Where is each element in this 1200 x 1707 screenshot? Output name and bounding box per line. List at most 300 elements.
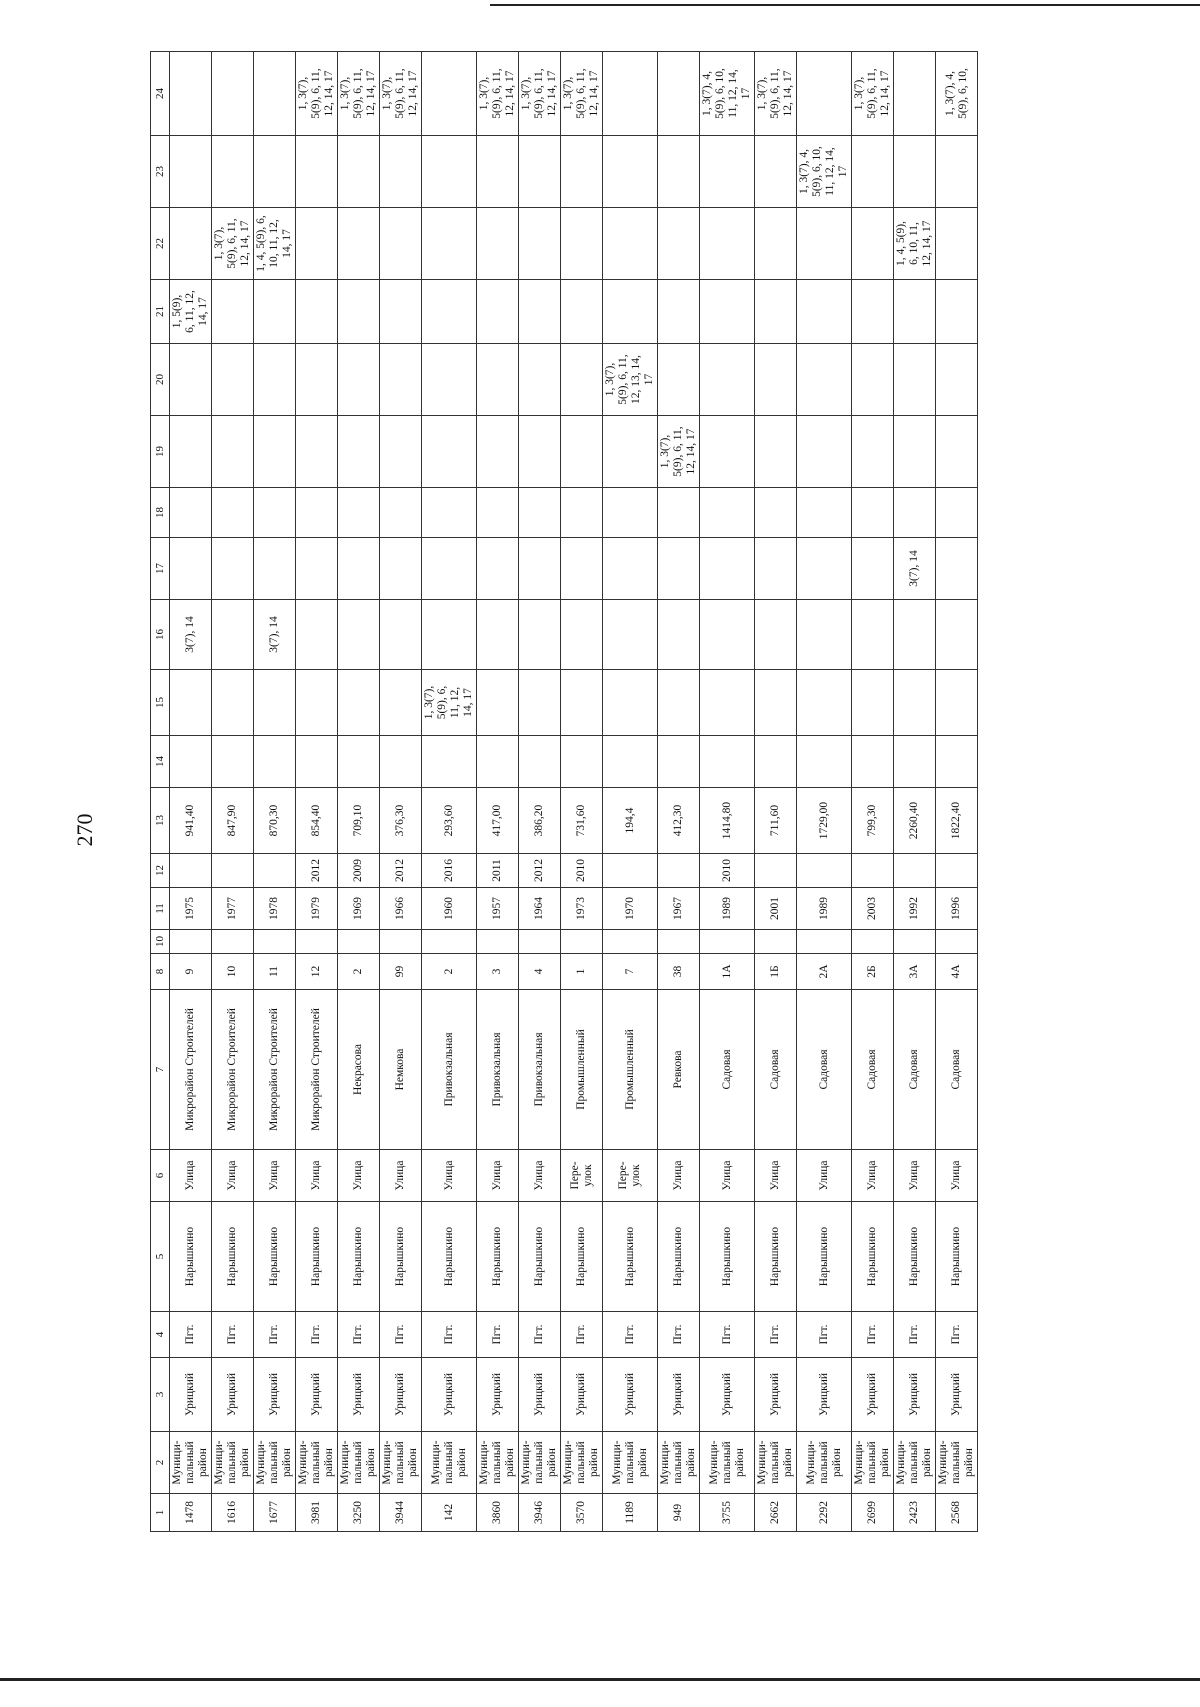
table-cell-c16	[338, 600, 380, 670]
table-cell-c2: Муници- пальный район	[519, 1432, 561, 1494]
table-cell-c5: Нарышкино	[603, 1202, 658, 1312]
table-cell-c2: Муници- пальный район	[894, 1432, 936, 1494]
column-header: 13	[151, 788, 170, 854]
table-cell-c24: 1, 3(7), 5(9), 6, 11, 12, 14, 17	[755, 52, 797, 136]
table-cell-c6: Улица	[519, 1150, 561, 1202]
table-cell-c6: Улица	[422, 1150, 477, 1202]
table-row	[170, 52, 212, 1532]
table-cell-c11: 1960	[422, 888, 477, 930]
table-cell-c16	[936, 600, 978, 670]
table-cell-c20	[477, 344, 519, 416]
column-header: 1	[151, 1494, 170, 1532]
rotated-table-container	[150, 52, 1070, 1532]
table-cell-c23	[603, 136, 658, 208]
table-cell-c5: Нарышкино	[170, 1202, 212, 1312]
table-cell-c13: 731,60	[561, 788, 603, 854]
table-cell-c3: Урицкий	[212, 1358, 254, 1432]
table-cell-c17	[170, 538, 212, 600]
table-cell-c8: 2	[422, 954, 477, 990]
table-cell-c6: Улица	[658, 1150, 700, 1202]
table-cell-c11: 1957	[477, 888, 519, 930]
table-cell-c10	[422, 930, 477, 954]
table-cell-c17	[338, 538, 380, 600]
table-cell-c19	[254, 416, 296, 488]
table-cell-c8: 7	[603, 954, 658, 990]
table-cell-c15	[296, 670, 338, 736]
table-cell-c21	[338, 280, 380, 344]
table-cell-c8: 1Б	[755, 954, 797, 990]
table-cell-c19: 1, 3(7), 5(9), 6, 11, 12, 14, 17	[658, 416, 700, 488]
table-cell-c19	[700, 416, 755, 488]
table-cell-c19	[519, 416, 561, 488]
table-cell-c17	[380, 538, 422, 600]
table-cell-c15	[700, 670, 755, 736]
table-cell-c24	[894, 52, 936, 136]
table-row	[519, 52, 561, 1532]
table-cell-c23	[852, 136, 894, 208]
table-cell-c7: Микрорайон Строителей	[170, 990, 212, 1150]
table-cell-c11: 1979	[296, 888, 338, 930]
table-cell-c18	[296, 488, 338, 538]
table-cell-c17	[254, 538, 296, 600]
table-cell-c23	[894, 136, 936, 208]
table-cell-c21	[561, 280, 603, 344]
table-cell-c14	[254, 736, 296, 788]
table-cell-c7: Привокзальная	[519, 990, 561, 1150]
table-cell-c10	[936, 930, 978, 954]
table-cell-c20	[338, 344, 380, 416]
table-cell-c15: 1, 3(7), 5(9), 6, 11, 12, 14, 17	[422, 670, 477, 736]
table-cell-c18	[755, 488, 797, 538]
table-cell-c18	[561, 488, 603, 538]
table-cell-c20	[894, 344, 936, 416]
table-cell-c22	[603, 208, 658, 280]
table-cell-c22	[755, 208, 797, 280]
table-cell-c11: 1977	[212, 888, 254, 930]
table-cell-c1: 3946	[519, 1494, 561, 1532]
table-cell-c15	[477, 670, 519, 736]
table-cell-c16	[797, 600, 852, 670]
table-cell-c19	[936, 416, 978, 488]
table-cell-c2: Муници- пальный район	[561, 1432, 603, 1494]
table-cell-c21	[603, 280, 658, 344]
table-cell-c12	[170, 854, 212, 888]
table-cell-c6: Улица	[894, 1150, 936, 1202]
table-cell-c16: 3(7), 14	[254, 600, 296, 670]
table-cell-c19	[212, 416, 254, 488]
table-cell-c16	[519, 600, 561, 670]
table-cell-c2: Муници- пальный район	[936, 1432, 978, 1494]
table-cell-c10	[797, 930, 852, 954]
table-cell-c10	[894, 930, 936, 954]
table-cell-c13: 2260,40	[894, 788, 936, 854]
table-cell-c24: 1, 3(7), 5(9), 6, 11, 12, 14, 17	[477, 52, 519, 136]
table-cell-c6: Пере- улок	[603, 1150, 658, 1202]
table-cell-c8: 2	[338, 954, 380, 990]
table-cell-c24	[658, 52, 700, 136]
table-cell-c16	[852, 600, 894, 670]
column-header: 10	[151, 930, 170, 954]
table-cell-c2: Муници- пальный район	[296, 1432, 338, 1494]
table-cell-c12	[212, 854, 254, 888]
table-cell-c19	[603, 416, 658, 488]
table-cell-c19	[338, 416, 380, 488]
table-cell-c3: Урицкий	[755, 1358, 797, 1432]
table-cell-c7: Садовая	[936, 990, 978, 1150]
table-cell-c8: 4А	[936, 954, 978, 990]
column-header: 19	[151, 416, 170, 488]
table-cell-c6: Пере- улок	[561, 1150, 603, 1202]
table-cell-c4: Пгт.	[755, 1312, 797, 1358]
table-cell-c12: 2012	[380, 854, 422, 888]
table-cell-c11: 1967	[658, 888, 700, 930]
table-cell-c6: Улица	[936, 1150, 978, 1202]
table-cell-c3: Урицкий	[422, 1358, 477, 1432]
table-cell-c18	[422, 488, 477, 538]
table-cell-c16	[477, 600, 519, 670]
table-cell-c1: 3981	[296, 1494, 338, 1532]
table-cell-c4: Пгт.	[852, 1312, 894, 1358]
table-cell-c11: 1989	[700, 888, 755, 930]
table-cell-c2: Муници- пальный район	[658, 1432, 700, 1494]
table-cell-c12	[603, 854, 658, 888]
table-cell-c15	[936, 670, 978, 736]
table-cell-c17	[212, 538, 254, 600]
table-cell-c24: 1, 3(7), 5(9), 6, 11, 12, 14, 17	[519, 52, 561, 136]
table-cell-c24	[170, 52, 212, 136]
table-cell-c13: 417,00	[477, 788, 519, 854]
table-cell-c2: Муници- пальный район	[852, 1432, 894, 1494]
table-cell-c11: 1978	[254, 888, 296, 930]
table-cell-c23	[338, 136, 380, 208]
table-cell-c24: 1, 3(7), 5(9), 6, 11, 12, 14, 17	[380, 52, 422, 136]
table-cell-c12	[894, 854, 936, 888]
table-cell-c15	[894, 670, 936, 736]
table-cell-c14	[296, 736, 338, 788]
table-cell-c14	[603, 736, 658, 788]
table-cell-c4: Пгт.	[603, 1312, 658, 1358]
table-cell-c2: Муници- пальный район	[755, 1432, 797, 1494]
table-cell-c13: 1729,00	[797, 788, 852, 854]
table-cell-c21	[700, 280, 755, 344]
table-cell-c1: 1616	[212, 1494, 254, 1532]
table-cell-c1: 1189	[603, 1494, 658, 1532]
table-row	[422, 52, 477, 1532]
table-cell-c1: 3755	[700, 1494, 755, 1532]
table-cell-c14	[561, 736, 603, 788]
table-body	[170, 52, 978, 1532]
column-header: 4	[151, 1312, 170, 1358]
table-cell-c3: Урицкий	[658, 1358, 700, 1432]
table-cell-c16	[422, 600, 477, 670]
table-cell-c1: 2423	[894, 1494, 936, 1532]
table-cell-c7: Промышленный	[561, 990, 603, 1150]
table-cell-c20	[700, 344, 755, 416]
table-cell-c11: 1975	[170, 888, 212, 930]
table-cell-c7: Некрасова	[338, 990, 380, 1150]
table-cell-c4: Пгт.	[338, 1312, 380, 1358]
table-cell-c16	[296, 600, 338, 670]
column-header: 11	[151, 888, 170, 930]
table-cell-c1: 2292	[797, 1494, 852, 1532]
table-cell-c17	[797, 538, 852, 600]
table-cell-c13: 870,30	[254, 788, 296, 854]
table-cell-c4: Пгт.	[700, 1312, 755, 1358]
table-cell-c18	[212, 488, 254, 538]
table-cell-c3: Урицкий	[254, 1358, 296, 1432]
table-row	[212, 52, 254, 1532]
table-cell-c8: 2А	[797, 954, 852, 990]
table-cell-c21	[422, 280, 477, 344]
table-cell-c6: Улица	[254, 1150, 296, 1202]
table-cell-c17	[561, 538, 603, 600]
column-header: 6	[151, 1150, 170, 1202]
table-cell-c21	[797, 280, 852, 344]
table-cell-c2: Муници- пальный район	[477, 1432, 519, 1494]
table-cell-c5: Нарышкино	[936, 1202, 978, 1312]
table-row	[254, 52, 296, 1532]
table-cell-c10	[658, 930, 700, 954]
table-cell-c23	[170, 136, 212, 208]
table-cell-c5: Нарышкино	[658, 1202, 700, 1312]
table-row	[852, 52, 894, 1532]
table-cell-c7: Садовая	[852, 990, 894, 1150]
column-header: 2	[151, 1432, 170, 1494]
table-cell-c19	[852, 416, 894, 488]
table-cell-c7: Привокзальная	[422, 990, 477, 1150]
table-cell-c19	[797, 416, 852, 488]
table-cell-c8: 4	[519, 954, 561, 990]
table-cell-c17	[296, 538, 338, 600]
table-row	[755, 52, 797, 1532]
table-cell-c3: Урицкий	[603, 1358, 658, 1432]
column-header: 18	[151, 488, 170, 538]
table-cell-c5: Нарышкино	[852, 1202, 894, 1312]
table-cell-c8: 2Б	[852, 954, 894, 990]
table-cell-c3: Урицкий	[561, 1358, 603, 1432]
table-cell-c23	[936, 136, 978, 208]
table-cell-c1: 3250	[338, 1494, 380, 1532]
table-cell-c6: Улица	[797, 1150, 852, 1202]
table-cell-c6: Улица	[338, 1150, 380, 1202]
table-cell-c6: Улица	[380, 1150, 422, 1202]
table-cell-c1: 2699	[852, 1494, 894, 1532]
table-cell-c24: 1, 3(7), 5(9), 6, 11, 12, 14, 17	[561, 52, 603, 136]
table-cell-c4: Пгт.	[422, 1312, 477, 1358]
table-cell-c5: Нарышкино	[700, 1202, 755, 1312]
table-cell-c6: Улица	[700, 1150, 755, 1202]
table-cell-c15	[338, 670, 380, 736]
table-cell-c10	[755, 930, 797, 954]
table-cell-c11: 1966	[380, 888, 422, 930]
table-cell-c22: 1, 4, 5(9), 6, 10, 11, 12, 14, 17	[254, 208, 296, 280]
table-cell-c15	[755, 670, 797, 736]
table-header-row	[151, 52, 170, 1532]
table-cell-c16	[561, 600, 603, 670]
table-cell-c4: Пгт.	[296, 1312, 338, 1358]
table-cell-c10	[603, 930, 658, 954]
table-cell-c21	[755, 280, 797, 344]
table-cell-c14	[380, 736, 422, 788]
table-cell-c4: Пгт.	[380, 1312, 422, 1358]
table-cell-c6: Улица	[755, 1150, 797, 1202]
table-cell-c14	[477, 736, 519, 788]
table-cell-c16: 3(7), 14	[170, 600, 212, 670]
table-cell-c4: Пгт.	[797, 1312, 852, 1358]
table-cell-c3: Урицкий	[519, 1358, 561, 1432]
table-cell-c3: Урицкий	[797, 1358, 852, 1432]
table-cell-c22	[797, 208, 852, 280]
table-cell-c18	[170, 488, 212, 538]
column-header: 21	[151, 280, 170, 344]
table-cell-c10	[170, 930, 212, 954]
table-cell-c7: Привокзальная	[477, 990, 519, 1150]
column-header: 22	[151, 208, 170, 280]
table-cell-c15	[658, 670, 700, 736]
table-cell-c14	[212, 736, 254, 788]
table-cell-c6: Улица	[477, 1150, 519, 1202]
table-cell-c24: 1, 3(7), 5(9), 6, 11, 12, 14, 17	[338, 52, 380, 136]
table-cell-c21	[477, 280, 519, 344]
table-cell-c1: 1677	[254, 1494, 296, 1532]
table-cell-c2: Муници- пальный район	[170, 1432, 212, 1494]
table-cell-c2: Муници- пальный район	[212, 1432, 254, 1494]
table-row	[296, 52, 338, 1532]
table-cell-c22	[561, 208, 603, 280]
table-cell-c11: 1964	[519, 888, 561, 930]
table-cell-c18	[380, 488, 422, 538]
table-cell-c18	[519, 488, 561, 538]
table-cell-c13: 293,60	[422, 788, 477, 854]
table-cell-c17	[603, 538, 658, 600]
table-cell-c2: Муници- пальный район	[603, 1432, 658, 1494]
table-cell-c14	[852, 736, 894, 788]
table-cell-c1: 3944	[380, 1494, 422, 1532]
table-cell-c4: Пгт.	[477, 1312, 519, 1358]
table-cell-c14	[422, 736, 477, 788]
table-cell-c8: 9	[170, 954, 212, 990]
table-cell-c3: Урицкий	[852, 1358, 894, 1432]
table-cell-c20	[561, 344, 603, 416]
table-cell-c14	[894, 736, 936, 788]
table-cell-c10	[212, 930, 254, 954]
table-cell-c10	[700, 930, 755, 954]
column-header: 15	[151, 670, 170, 736]
table-cell-c12: 2010	[561, 854, 603, 888]
table-row	[658, 52, 700, 1532]
column-header: 17	[151, 538, 170, 600]
table-cell-c22	[852, 208, 894, 280]
table-cell-c20	[296, 344, 338, 416]
table-cell-c2: Муници- пальный район	[797, 1432, 852, 1494]
table-cell-c8: 99	[380, 954, 422, 990]
table-cell-c20	[254, 344, 296, 416]
table-cell-c3: Урицкий	[700, 1358, 755, 1432]
table-cell-c13: 1822,40	[936, 788, 978, 854]
table-cell-c16	[212, 600, 254, 670]
table-cell-c5: Нарышкино	[894, 1202, 936, 1312]
table-cell-c3: Урицкий	[380, 1358, 422, 1432]
table-cell-c12	[936, 854, 978, 888]
column-header: 12	[151, 854, 170, 888]
column-header: 5	[151, 1202, 170, 1312]
table-cell-c20: 1, 3(7), 5(9), 6, 11, 12, 13, 14, 17	[603, 344, 658, 416]
table-cell-c14	[797, 736, 852, 788]
table-cell-c2: Муници- пальный район	[700, 1432, 755, 1494]
table-cell-c24	[422, 52, 477, 136]
table-cell-c22	[380, 208, 422, 280]
table-cell-c23	[519, 136, 561, 208]
table-cell-c3: Урицкий	[477, 1358, 519, 1432]
table-cell-c12	[755, 854, 797, 888]
table-cell-c23	[254, 136, 296, 208]
table-cell-c10	[254, 930, 296, 954]
table-cell-c8: 10	[212, 954, 254, 990]
table-cell-c19	[755, 416, 797, 488]
table-cell-c24: 1, 3(7), 5(9), 6, 11, 12, 14, 17	[852, 52, 894, 136]
table-cell-c15	[212, 670, 254, 736]
table-cell-c21	[212, 280, 254, 344]
table-cell-c7: Микрорайон Строителей	[254, 990, 296, 1150]
table-cell-c18	[852, 488, 894, 538]
table-cell-c10	[477, 930, 519, 954]
table-row	[894, 52, 936, 1532]
table-cell-c10	[852, 930, 894, 954]
column-header: 3	[151, 1358, 170, 1432]
column-header: 23	[151, 136, 170, 208]
table-cell-c18	[338, 488, 380, 538]
column-header: 7	[151, 990, 170, 1150]
table-cell-c2: Муници- пальный район	[380, 1432, 422, 1494]
table-cell-c17	[422, 538, 477, 600]
table-cell-c5: Нарышкино	[477, 1202, 519, 1312]
table-cell-c7: Ревкова	[658, 990, 700, 1150]
table-cell-c18	[700, 488, 755, 538]
table-cell-c21	[936, 280, 978, 344]
table-cell-c17	[936, 538, 978, 600]
table-cell-c20	[422, 344, 477, 416]
table-cell-c10	[519, 930, 561, 954]
table-cell-c20	[212, 344, 254, 416]
column-header: 20	[151, 344, 170, 416]
table-cell-c11: 1973	[561, 888, 603, 930]
table-cell-c13: 799,30	[852, 788, 894, 854]
table-cell-c15	[254, 670, 296, 736]
table-cell-c4: Пгт.	[561, 1312, 603, 1358]
table-cell-c17	[658, 538, 700, 600]
table-cell-c16	[755, 600, 797, 670]
table-cell-c22	[338, 208, 380, 280]
table-cell-c19	[477, 416, 519, 488]
table-cell-c8: 38	[658, 954, 700, 990]
table-cell-c16	[894, 600, 936, 670]
table-cell-c12: 2011	[477, 854, 519, 888]
table-cell-c24: 1, 3(7), 5(9), 6, 11, 12, 14, 17	[296, 52, 338, 136]
table-row	[700, 52, 755, 1532]
table-cell-c20	[380, 344, 422, 416]
table-cell-c6: Улица	[296, 1150, 338, 1202]
table-cell-c15	[170, 670, 212, 736]
table-cell-c4: Пгт.	[254, 1312, 296, 1358]
table-cell-c7: Микрорайон Строителей	[212, 990, 254, 1150]
table-cell-c18	[797, 488, 852, 538]
table-cell-c11: 1989	[797, 888, 852, 930]
table-cell-c22: 1, 4, 5(9), 6, 10, 11, 12, 14, 17	[894, 208, 936, 280]
page-number: 270	[72, 813, 97, 847]
table-cell-c23	[755, 136, 797, 208]
table-cell-c7: Промышленный	[603, 990, 658, 1150]
table-cell-c19	[380, 416, 422, 488]
